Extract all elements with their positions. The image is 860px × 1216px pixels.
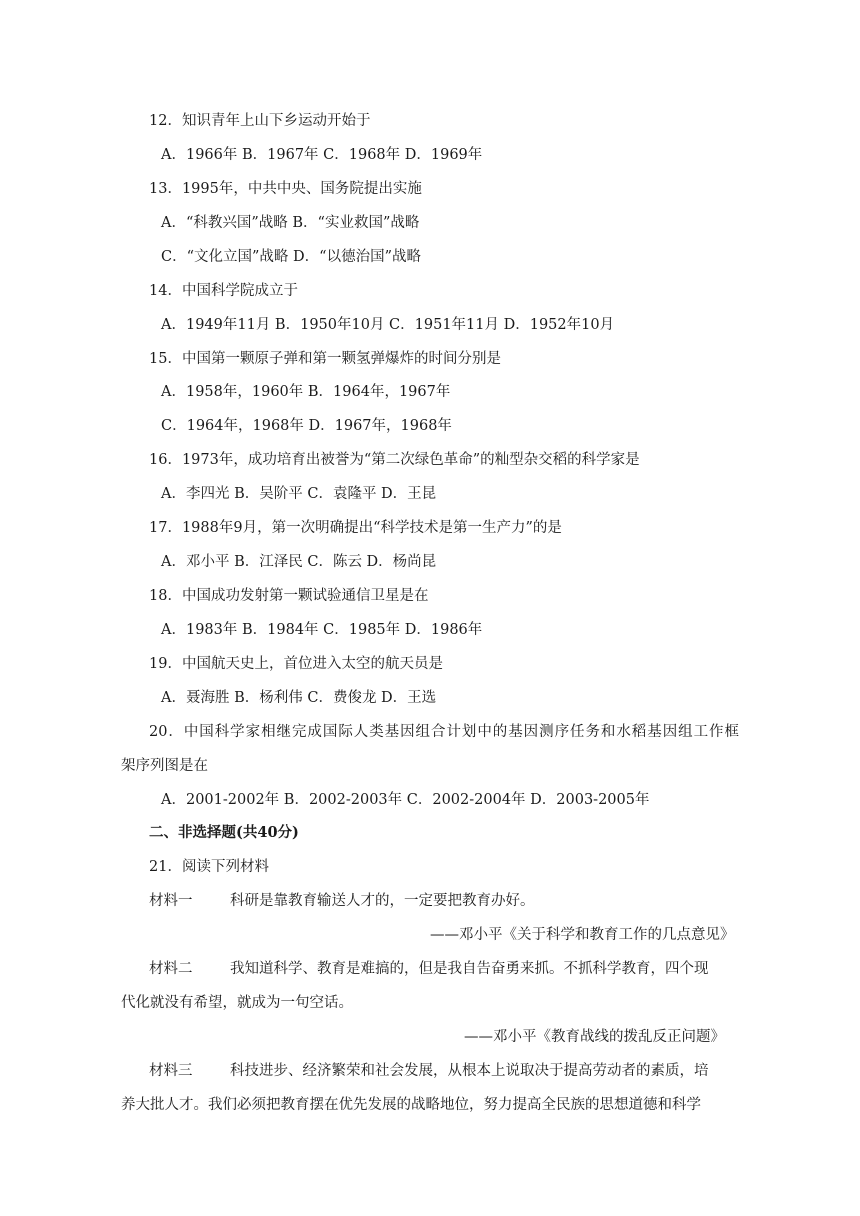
question-15-options-ab: A．1958年，1960年 B．1964年，1967年: [161, 384, 451, 400]
section-heading: 二、非选择题(共40分): [149, 824, 299, 841]
material-3-text-line1: 科技进步、经济繁荣和社会发展，从根本上说取决于提高劳动者的素质，培: [230, 1063, 709, 1079]
question-15-options-cd: C．1964年，1968年 D．1967年，1968年: [161, 418, 452, 434]
material-2-label: 材料二: [149, 961, 193, 977]
question-14-options: A．1949年11月 B．1950年10月 C．1951年11月 D．1952年10月: [161, 317, 615, 333]
material-1-label: 材料一: [149, 893, 193, 909]
question-21-stem: 21．阅读下列材料: [149, 859, 269, 875]
question-12-options: A．1966年 B．1967年 C．1968年 D．1969年: [161, 147, 483, 163]
material-1-source: ——邓小平《关于科学和教育工作的几点意见》: [430, 927, 735, 943]
question-14-stem: 14．中国科学院成立于: [149, 283, 298, 299]
question-16-options: A．李四光 B．吴阶平 C．袁隆平 D．王昆: [161, 486, 437, 502]
material-2-text-line2: 代化就没有希望，就成为一句空话。: [121, 995, 353, 1011]
material-3-label: 材料三: [149, 1063, 193, 1079]
question-12-stem: 12．知识青年上山下乡运动开始于: [149, 113, 371, 129]
question-13-options-cd: C．“文化立国”战略 D．“以德治国”战略: [161, 249, 421, 265]
question-18-options: A．1983年 B．1984年 C．1985年 D．1986年: [161, 622, 483, 638]
material-2-text-line1: 我知道科学、教育是难搞的，但是我自告奋勇来抓。不抓科学教育，四个现: [230, 961, 709, 977]
question-17-stem: 17．1988年9月，第一次明确提出“科学技术是第一生产力”的是: [149, 520, 562, 536]
question-13-stem: 13．1995年，中共中央、国务院提出实施: [149, 181, 422, 197]
material-1-text: 科研是靠教育输送人才的，一定要把教育办好。: [230, 893, 535, 909]
question-13-options-ab: A．“科教兴国”战略 B．“实业救国”战略: [161, 215, 420, 231]
question-20-options: A．2001-2002年 B．2002-2003年 C．2002-2004年 D．2003-2005年: [161, 792, 650, 808]
question-16-stem: 16．1973年，成功培育出被誉为“第二次绿色革命”的籼型杂交稻的科学家是: [149, 452, 640, 468]
question-15-stem: 15．中国第一颗原子弹和第一颗氢弹爆炸的时间分别是: [149, 351, 501, 367]
question-19-options: A．聂海胜 B．杨利伟 C．费俊龙 D．王选: [161, 690, 437, 706]
material-3-text-line2: 养大批人才。我们必须把教育摆在优先发展的战略地位，努力提高全民族的思想道德和科学: [121, 1097, 701, 1113]
question-20-stem-line1: 20．中国科学家相继完成国际人类基因组合计划中的基因测序任务和水稻基因组工作框: [149, 724, 739, 740]
question-19-stem: 19．中国航天史上，首位进入太空的航天员是: [149, 656, 443, 672]
question-18-stem: 18．中国成功发射第一颗试验通信卫星是在: [149, 588, 429, 604]
question-20-stem-line2: 架序列图是在: [121, 758, 208, 774]
question-17-options: A．邓小平 B．江泽民 C．陈云 D．杨尚昆: [161, 554, 437, 570]
material-2-source: ——邓小平《教育战线的拨乱反正问题》: [464, 1029, 725, 1045]
